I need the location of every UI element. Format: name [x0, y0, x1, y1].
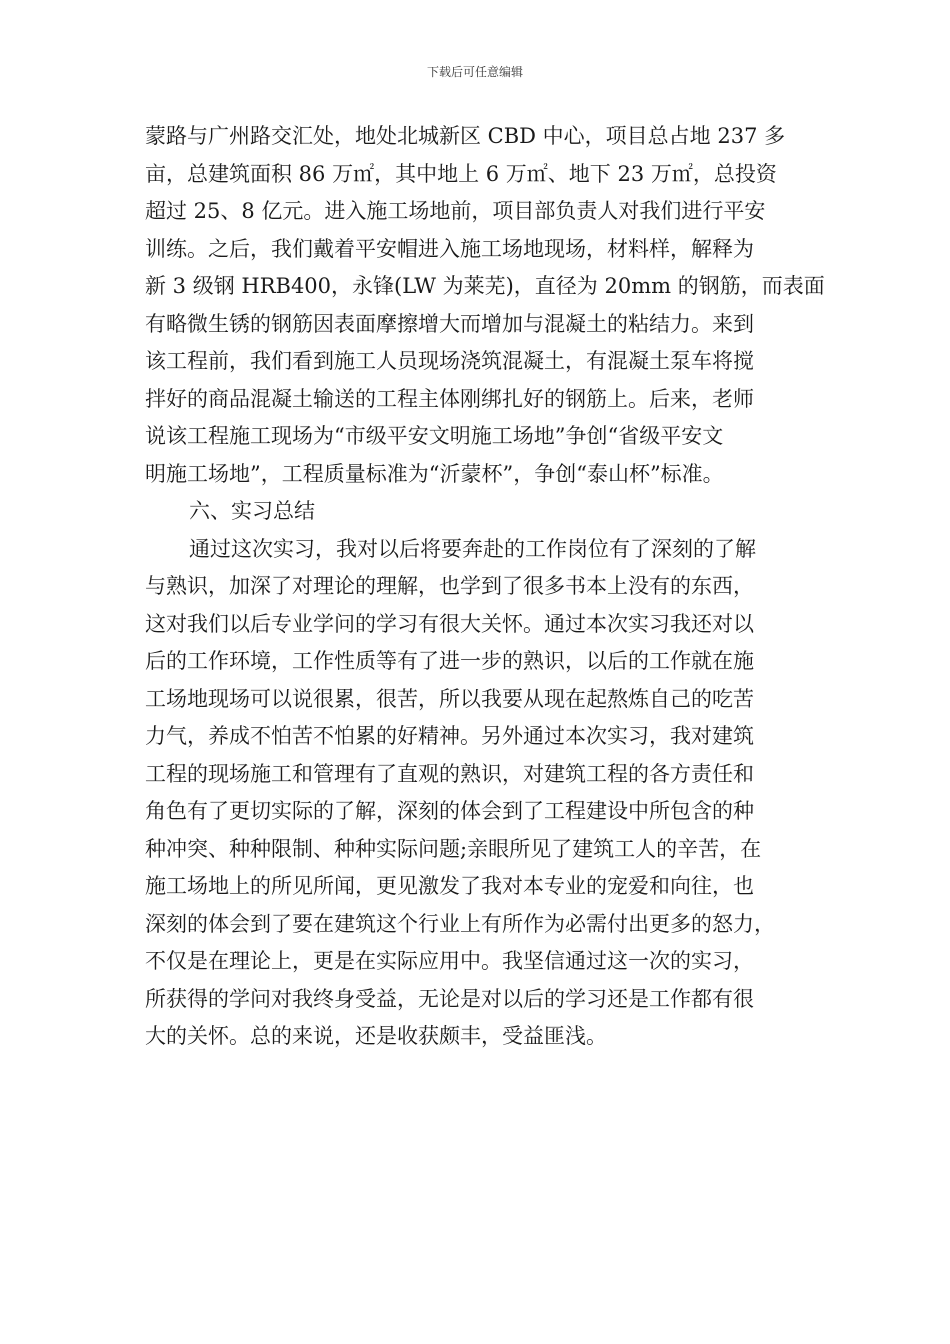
text-line: 通过这次实习，我对以后将要奔赴的工作岗位有了深刻的了解 [189, 536, 756, 561]
text-line: 工程的现场施工和管理有了直观的熟识，对建筑工程的各方责任和 [145, 761, 754, 786]
text-line: 该工程前，我们看到施工人员现场浇筑混凝土，有混凝土泵车将搅 [145, 349, 754, 373]
text-line: 施工场地上的所见所闻，更见激发了我对本专业的宠爱和向往，也 [145, 874, 754, 898]
text-line: 所获得的学问对我终身受益，无论是对以后的学习还是工作都有很 [145, 986, 754, 1011]
text-line: 亩，总建筑面积 86 万㎡，其中地上 6 万㎡、地下 23 万㎡，总投资 [145, 161, 777, 186]
page-header: 下载后可任意编辑 [426, 65, 523, 79]
text-line: 说该工程施工现场为“市级平安文明施工场地”争创“省级平安文 [145, 424, 724, 448]
text-line: 有略微生锈的钢筋因表面摩擦增大而增加与混凝土的粘结力。来到 [145, 311, 754, 336]
text-line: 种冲突、种种限制、种种实际问题;亲眼所见了建筑工人的辛苦，在 [145, 836, 762, 861]
text-line: 超过 25、8 亿元。进入施工场地前，项目部负责人对我们进行平安 [145, 199, 766, 223]
text-line: 深刻的体会到了要在建筑这个行业上有所作为必需付出更多的怒力， [145, 911, 775, 936]
text-line: 角色有了更切实际的了解，深刻的体会到了工程建设中所包含的种 [145, 799, 754, 823]
section-heading: 六、实习总结 [189, 499, 315, 523]
text-line: 这对我们以后专业学问的学习有很大关怀。通过本次实习我还对以 [145, 611, 754, 636]
text-line: 大的关怀。总的来说，还是收获颇丰，受益匪浅。 [145, 1024, 607, 1048]
text-line: 明施工场地”，工程质量标准为“沂蒙杯”，争创“泰山杯”标准。 [145, 461, 724, 486]
text-line: 力气，养成不怕苦不怕累的好精神。另外通过本次实习，我对建筑 [145, 724, 754, 748]
text-line: 训练。之后，我们戴着平安帽进入施工场地现场，材料样，解释为 [145, 236, 754, 261]
text-line: 工场地现场可以说很累，很苦，所以我要从现在起熬炼自己的吃苦 [145, 686, 754, 711]
text-line: 新 3 级钢 HRB400，永锋(LW 为莱芜)，直径为 20mm 的钢筋，而表面 [145, 274, 825, 298]
text-line: 不仅是在理论上，更是在实际应用中。我坚信通过这一次的实习， [145, 949, 754, 973]
document-body [145, 118, 825, 1056]
text-line: 与熟识，加深了对理论的理解，也学到了很多书本上没有的东西， [145, 574, 754, 598]
text-line: 蒙路与广州路交汇处，地处北城新区 CBD 中心，项目总占地 237 多 [145, 124, 786, 148]
text-line: 拌好的商品混凝土输送的工程主体刚绑扎好的钢筋上。后来，老师 [145, 386, 754, 411]
text-line: 后的工作环境，工作性质等有了进一步的熟识，以后的工作就在施 [145, 649, 754, 673]
